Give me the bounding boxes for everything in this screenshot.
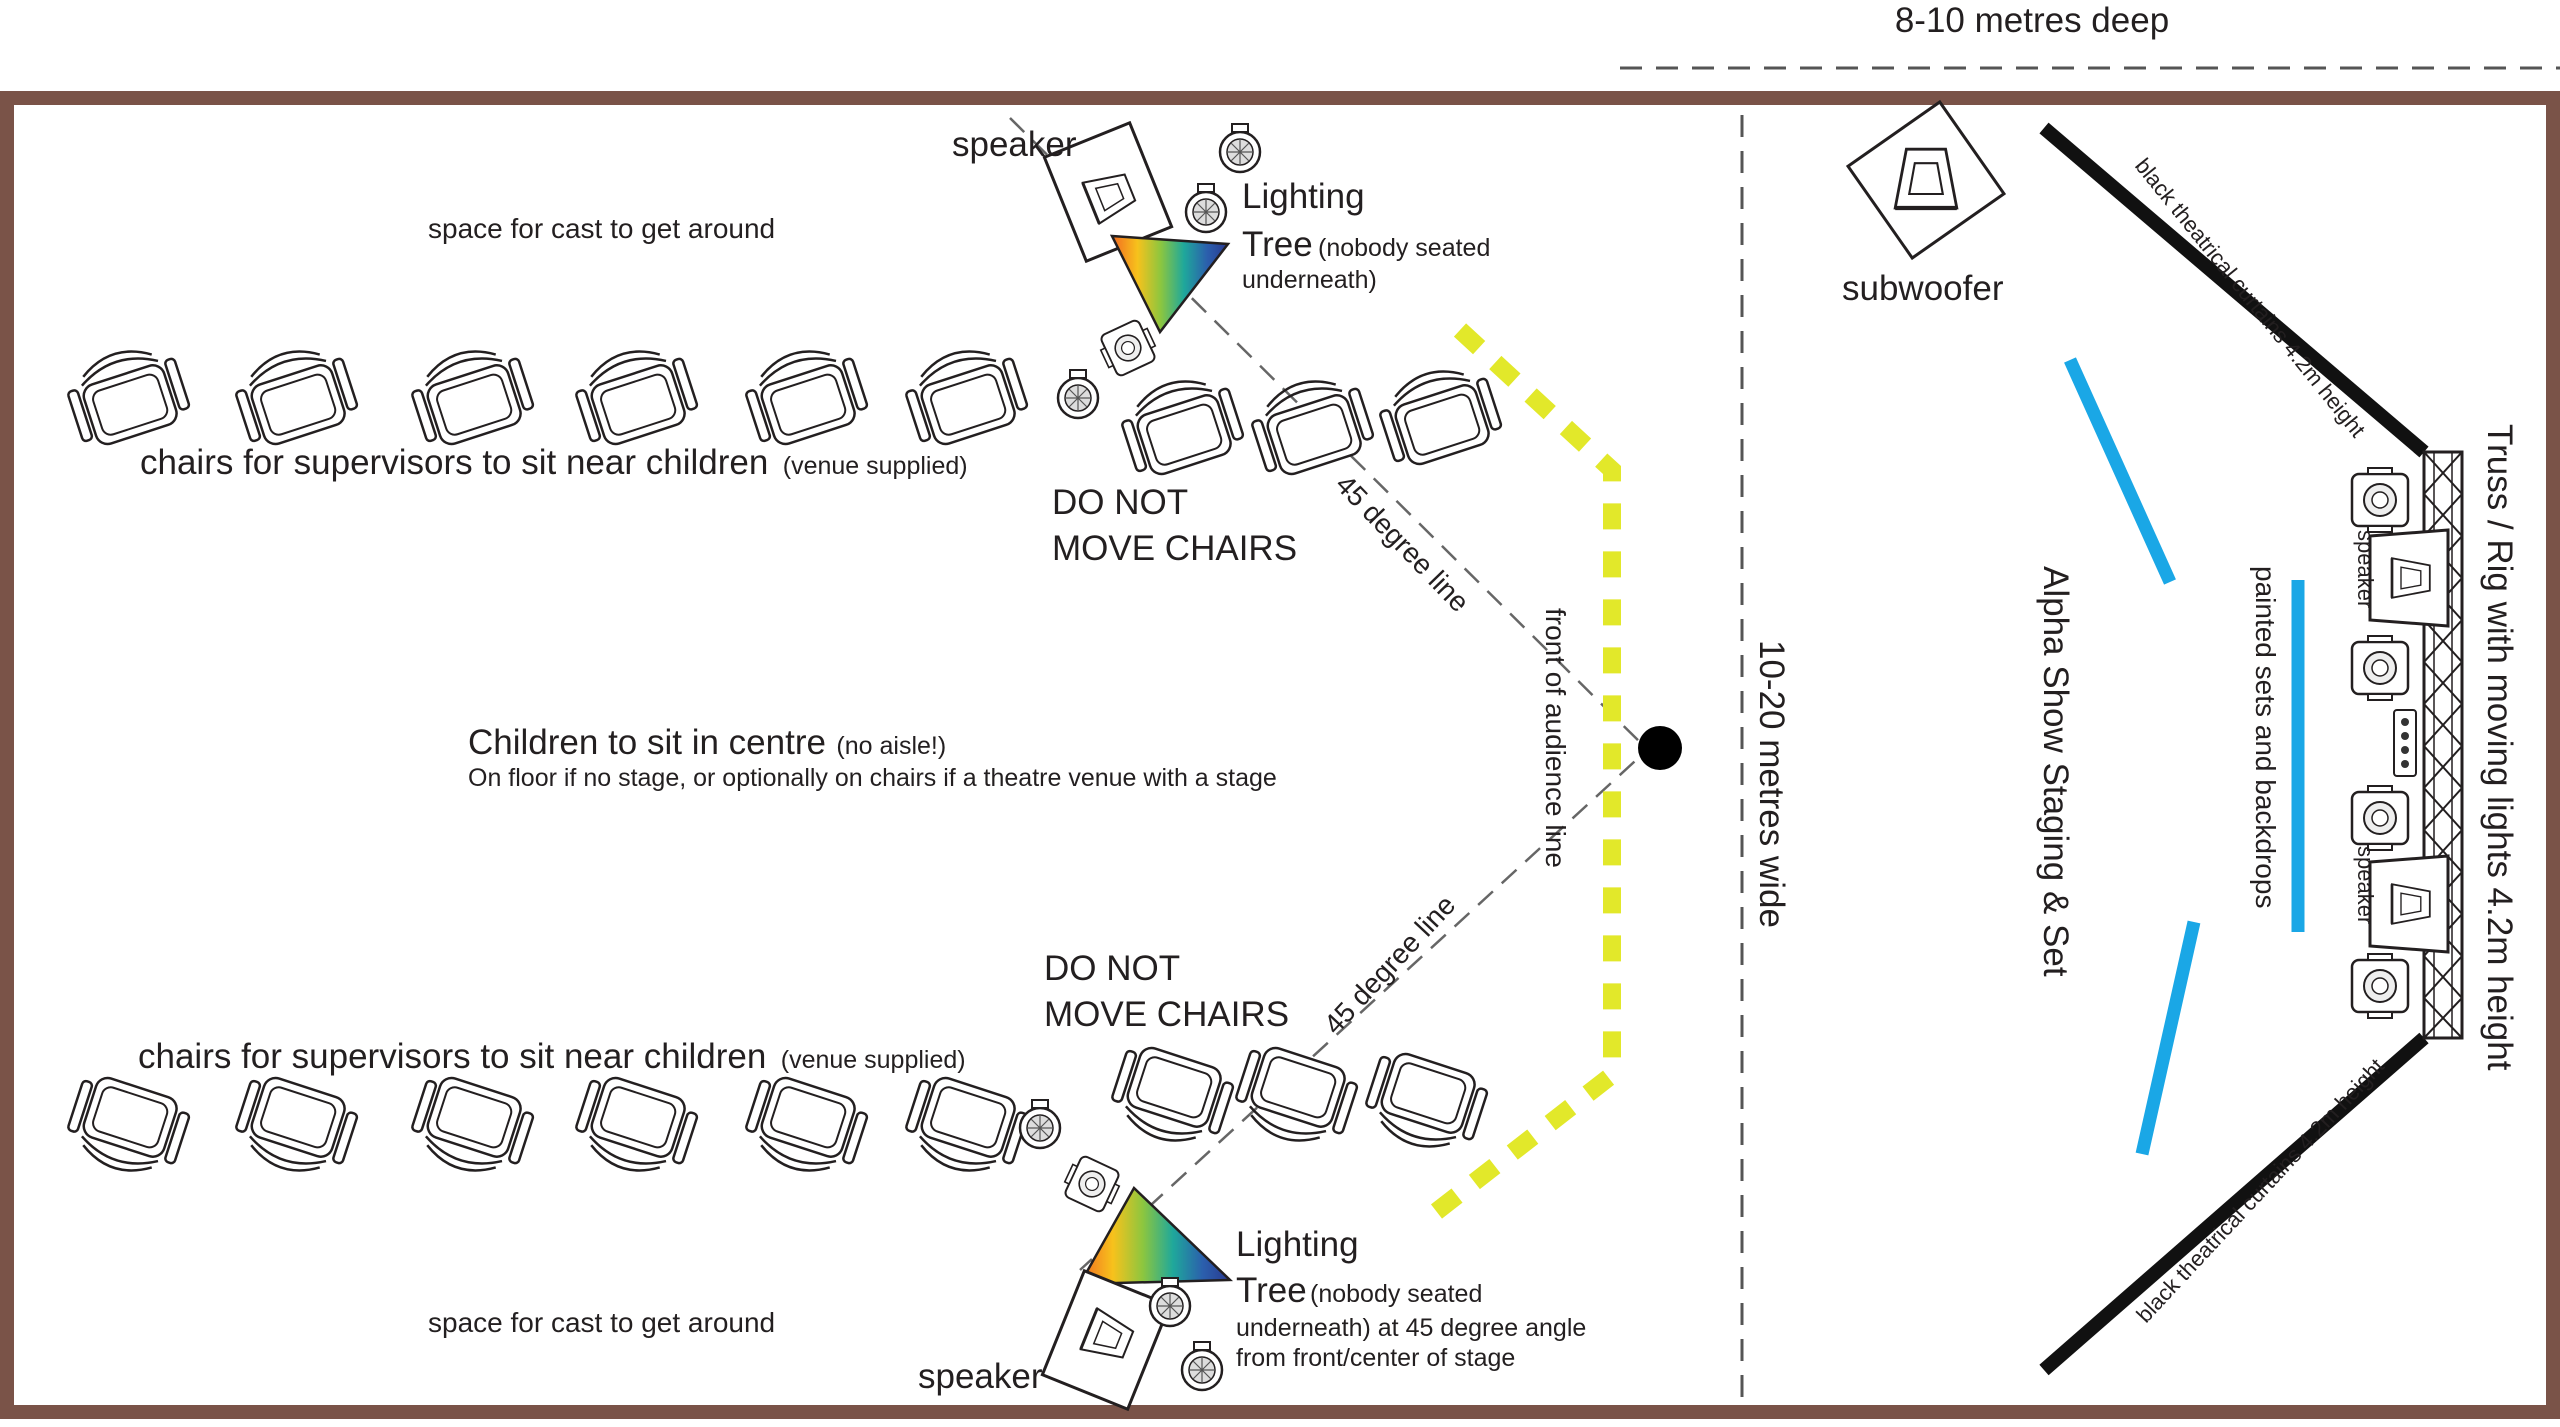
subwoofer-cabinet: [1848, 102, 2004, 258]
chair: [229, 1071, 361, 1185]
rig-moving-light: [2352, 468, 2408, 532]
do-not-move-bottom-2: MOVE CHAIRS: [1044, 995, 1290, 1034]
supervisor-chairs-bottom-main: chairs for supervisors to sit near children: [138, 1037, 767, 1076]
cast-space-bottom: space for cast to get around: [428, 1307, 776, 1338]
lighting-tree-bottom-title1: Lighting: [1236, 1225, 1359, 1264]
rig-moving-light: [2352, 636, 2408, 700]
depth-label: 8-10 metres deep: [1894, 1, 2170, 40]
lighting-tree-bottom-note2: underneath) at 45 degree angle: [1236, 1314, 1587, 1342]
room-wall: [7, 98, 2553, 1412]
parcan-light: [1182, 1342, 1222, 1390]
chair: [739, 337, 871, 451]
chair: [1105, 1041, 1237, 1155]
chair: [1115, 367, 1247, 481]
chair: [569, 1071, 701, 1185]
rig-moving-light: [2352, 954, 2408, 1018]
staging-label: Alpha Show Staging & Set: [2036, 566, 2075, 977]
lighting-tree-top: [1044, 123, 1260, 418]
do-not-move-top-1: DO NOT: [1052, 483, 1189, 522]
lighting-tree-bottom-note1: (nobody seated: [1310, 1280, 1483, 1308]
supervisor-chairs-top-main: chairs for supervisors to sit near children: [140, 443, 769, 482]
supervisor-chairs-top-note: (venue supplied): [782, 452, 968, 480]
chair: [899, 1071, 1031, 1185]
chair: [61, 1071, 193, 1185]
chair: [61, 337, 193, 451]
parcan-light: [1020, 1100, 1060, 1148]
degree-line-top-label: 45 degree line: [1329, 468, 1476, 618]
rig-speaker-upper: [2370, 530, 2448, 626]
chair: [569, 337, 701, 451]
children-heading: [468, 723, 946, 762]
parcan-light: [1150, 1278, 1190, 1326]
lighting-tree-bottom: [1020, 1100, 1230, 1409]
curtain-top-label: black theatrical curtains 4.2m height: [2130, 153, 2371, 442]
center-stage-dot: [1638, 726, 1682, 770]
parcan-light: [1220, 124, 1260, 172]
chair: [739, 1071, 871, 1185]
front-audience-label: front of audience line: [1540, 608, 1571, 868]
speaker-bottom-cabinet: [1042, 1271, 1169, 1409]
degree-line-bottom-label: 45 degree line: [1317, 889, 1462, 1041]
strobe-bar: [2394, 710, 2416, 776]
chair: [1373, 357, 1505, 471]
set-piece-upper: [2070, 360, 2170, 582]
lighting-tree-top-title2: Tree: [1242, 225, 1313, 264]
rig-speaker-lower: [2370, 856, 2448, 952]
speaker-label-top: speaker: [952, 125, 1077, 164]
children-main: Children to sit in centre: [468, 723, 826, 762]
chair: [405, 1071, 537, 1185]
painted-sets-label: painted sets and backdrops: [2250, 566, 2281, 909]
chair: [405, 337, 537, 451]
lighting-tree-top-note2: underneath): [1242, 266, 1377, 294]
chair: [1245, 367, 1377, 481]
chair: [229, 337, 361, 451]
speaker-label-bottom: speaker: [918, 1357, 1043, 1396]
moving-head-light: [1095, 317, 1160, 379]
supervisor-chairs-bottom-note: (venue supplied): [780, 1046, 966, 1074]
chair: [1359, 1047, 1491, 1161]
supervisor-chairs-bottom: [138, 1037, 966, 1076]
lighting-tree-top-title1: Lighting: [1242, 177, 1365, 216]
width-label: 10-20 metres wide: [1752, 640, 1791, 928]
do-not-move-bottom-1: DO NOT: [1044, 949, 1181, 988]
set-piece-lower: [2142, 922, 2194, 1154]
do-not-move-top-2: MOVE CHAIRS: [1052, 529, 1298, 568]
chair: [899, 337, 1031, 451]
moving-head-light: [1059, 1153, 1124, 1215]
cast-space-top: space for cast to get around: [428, 213, 776, 244]
chair: [1229, 1041, 1361, 1155]
children-note: (no aisle!): [836, 732, 947, 760]
rig-speaker-lower-label: speaker: [2353, 846, 2378, 925]
lighting-tree-bottom-title2: Tree: [1236, 1271, 1307, 1310]
rig-moving-light: [2352, 786, 2408, 850]
supervisor-chairs-top: [140, 443, 968, 482]
truss-label: Truss / Rig with moving lights 4.2m height: [2480, 424, 2519, 1071]
rig-speaker-upper-label: speaker: [2353, 530, 2378, 609]
lighting-tree-bottom-note3: from front/center of stage: [1236, 1344, 1516, 1372]
lighting-tree-triangle: [1112, 236, 1228, 332]
curtain-bottom-label: black theatrical curtains 4.2m height: [2131, 1053, 2390, 1328]
children-sub: On floor if no stage, or optionally on chairs if a theatre venue with a stage: [468, 764, 1277, 792]
parcan-light: [1058, 370, 1098, 418]
lighting-tree-top-note1: (nobody seated: [1318, 234, 1491, 262]
parcan-light: [1186, 184, 1226, 232]
subwoofer-label: subwoofer: [1842, 269, 2004, 308]
